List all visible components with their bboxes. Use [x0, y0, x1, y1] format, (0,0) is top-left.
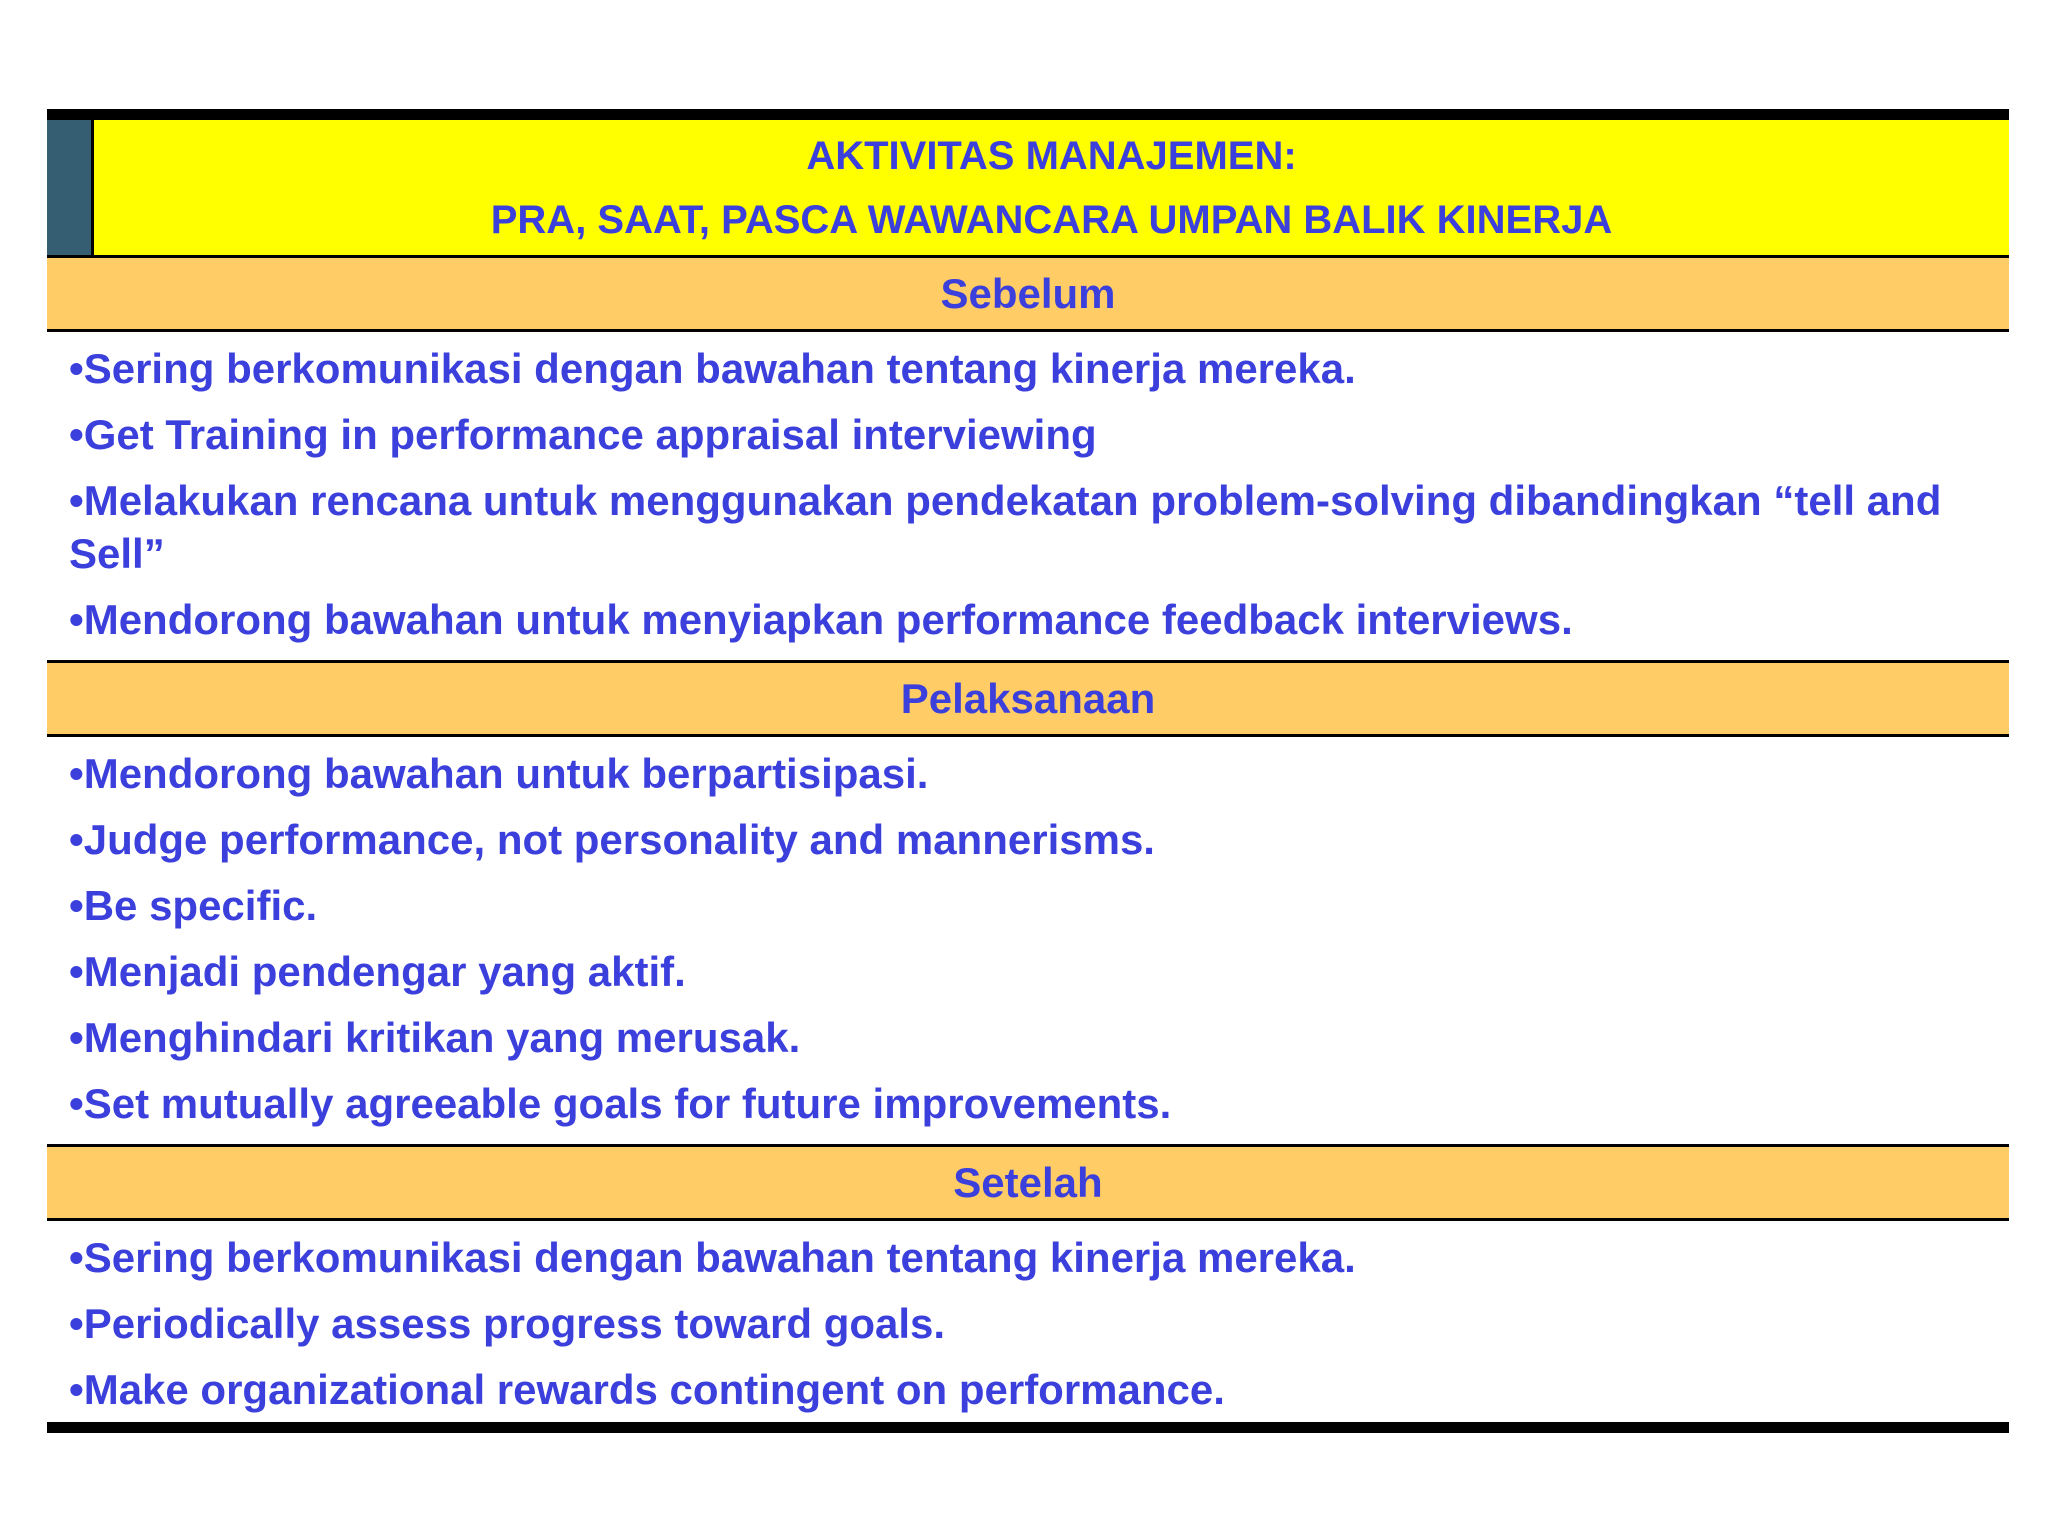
list-item: •Set mutually agreeable goals for future improvements.: [69, 1080, 1172, 1127]
section-body-pelaksanaan: [47, 737, 2009, 1147]
section-header-pelaksanaan: Pelaksanaan: [47, 663, 2009, 737]
list-item: •Mendorong bawahan untuk menyiapkan performance feedback interviews.: [69, 596, 1573, 643]
list-item: •Melakukan rencana untuk menggunakan pendekatan problem-solving dibandingkan “tell and Sell”: [69, 477, 1942, 577]
activity-table: [47, 109, 2009, 1433]
title-line-1: AKTIVITAS MANAJEMEN:: [806, 133, 1297, 178]
page-title: [94, 120, 2009, 255]
list-item: •Be specific.: [69, 882, 318, 929]
list-item: •Mendorong bawahan untuk berpartisipasi.: [69, 750, 929, 797]
section-body-setelah: [47, 1221, 2009, 1422]
list-item: •Get Training in performance appraisal interviewing: [69, 411, 1097, 458]
list-item: •Periodically assess progress toward goals.: [69, 1300, 946, 1347]
section-header-sebelum: Sebelum: [47, 258, 2009, 332]
list-item: •Menghindari kritikan yang merusak.: [69, 1014, 801, 1061]
title-accent-block: [47, 120, 94, 255]
section-header-setelah: Setelah: [47, 1147, 2009, 1221]
list-item: •Sering berkomunikasi dengan bawahan tentang kinerja mereka.: [69, 345, 1356, 392]
section-body-sebelum: [47, 332, 2009, 663]
list-item: •Sering berkomunikasi dengan bawahan tentang kinerja mereka.: [69, 1234, 1356, 1281]
list-item: •Make organizational rewards contingent on performance.: [69, 1366, 1225, 1413]
list-item: •Menjadi pendengar yang aktif.: [69, 948, 686, 995]
list-item: •Judge performance, not personality and mannerisms.: [69, 816, 1155, 863]
title-row: [47, 120, 2009, 258]
title-line-2: PRA, SAAT, PASCA WAWANCARA UMPAN BALIK KINERJA: [490, 197, 1613, 242]
